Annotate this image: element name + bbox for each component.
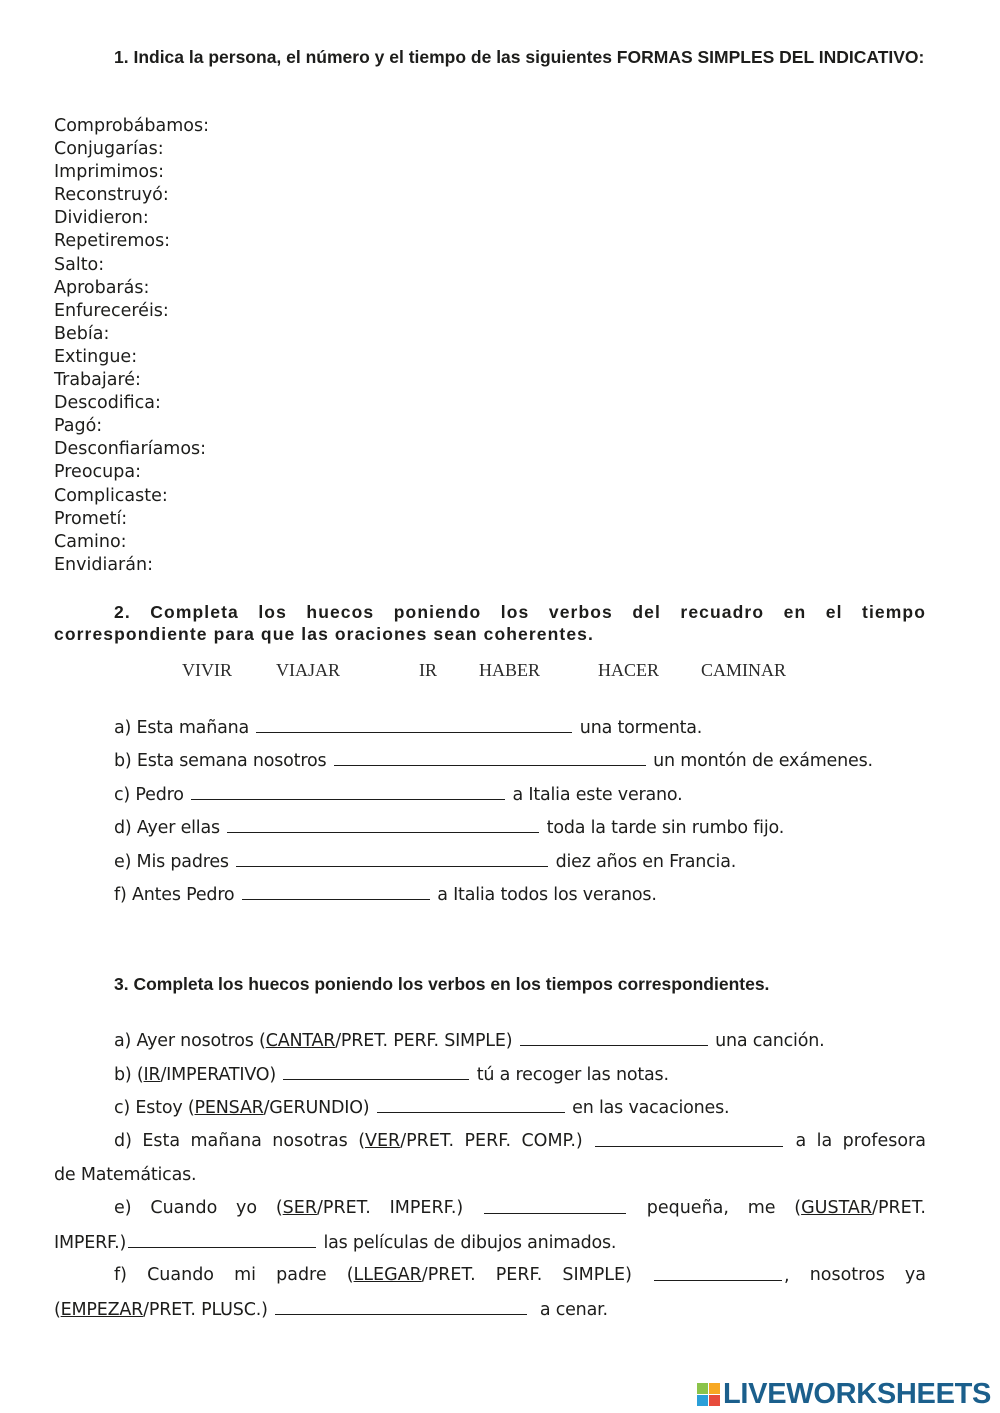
exercise-3e-line2: IMPERF.) las películas de dibujos animados. bbox=[54, 1230, 616, 1255]
verb-list bbox=[54, 115, 209, 577]
exercise-3b: b) (IR/IMPERATIVO) tú a recoger las notas. bbox=[114, 1062, 669, 1087]
exercise-3d-line2: de Matemáticas. bbox=[54, 1165, 197, 1185]
word-box-item: CAMINAR bbox=[701, 660, 787, 680]
verb-item: Aprobarás: bbox=[54, 277, 150, 298]
verb-item: Bebía: bbox=[54, 323, 110, 344]
verb-item: Envidiarán: bbox=[54, 554, 153, 575]
verb-item: Reconstruyó: bbox=[54, 185, 169, 206]
logo-text: LIVEWORKSHEETS bbox=[723, 1377, 992, 1410]
answer-blank[interactable] bbox=[654, 1263, 782, 1281]
answer-blank[interactable] bbox=[227, 815, 539, 833]
logo-square bbox=[709, 1395, 720, 1406]
sentence-e: e) Mis padres diez años en Francia. bbox=[114, 849, 736, 874]
logo-square bbox=[697, 1383, 708, 1394]
verb-item: Complicaste: bbox=[54, 485, 168, 506]
exercise-3f-line2: (EMPEZAR/PRET. PLUSC.) a cenar. bbox=[54, 1297, 608, 1322]
answer-blank[interactable] bbox=[377, 1095, 565, 1113]
exercise-3c: c) Estoy (PENSAR/GERUNDIO) en las vacaciones. bbox=[114, 1095, 729, 1120]
verb-item: Extingue: bbox=[54, 346, 138, 367]
answer-blank[interactable] bbox=[484, 1196, 626, 1214]
answer-blank[interactable] bbox=[256, 715, 572, 733]
verb-item: Prometí: bbox=[54, 508, 128, 529]
answer-blank[interactable] bbox=[236, 849, 548, 867]
word-box-item: IR bbox=[419, 660, 437, 680]
answer-blank[interactable] bbox=[595, 1129, 783, 1147]
verb-item: Imprimimos: bbox=[54, 162, 165, 183]
answer-blank[interactable] bbox=[128, 1230, 316, 1248]
liveworksheets-logo bbox=[697, 1376, 991, 1412]
verb-item: Desconfiaríamos: bbox=[54, 439, 207, 460]
verb-item: Repetiremos: bbox=[54, 231, 171, 252]
sentence-b: b) Esta semana nosotros un montón de exámenes. bbox=[114, 748, 873, 773]
word-box-item: HABER bbox=[479, 660, 541, 680]
logo-square bbox=[709, 1383, 720, 1394]
answer-blank[interactable] bbox=[275, 1297, 527, 1315]
exercise-3d-line1: d) Esta mañana nosotras (VER/PRET. PERF. COMP.) a la profesora bbox=[114, 1131, 926, 1151]
logo-mark-icon bbox=[697, 1383, 720, 1406]
answer-blank[interactable] bbox=[334, 748, 646, 766]
exercise-3f-line1: f) Cuando mi padre (LLEGAR/PRET. PERF. SIMPLE) , nosotros ya bbox=[114, 1265, 926, 1286]
verb-item: Comprobábamos: bbox=[54, 116, 210, 136]
logo-square bbox=[697, 1395, 708, 1406]
exercise-3a: a) Ayer nosotros (CANTAR/PRET. PERF. SIMPLE) una canción. bbox=[114, 1028, 824, 1053]
answer-blank[interactable] bbox=[283, 1062, 469, 1080]
verb-item: Trabajaré: bbox=[54, 370, 141, 391]
verb-item: Enfureceréis: bbox=[54, 300, 169, 321]
section-2-title: 2. Completa los huecos poniendo los verbos del recuadro en el tiempo correspondiente para que las oraciones sean coherentes. bbox=[54, 602, 926, 644]
verb-item: Camino: bbox=[54, 531, 127, 552]
answer-blank[interactable] bbox=[242, 882, 430, 900]
verb-item: Descodifica: bbox=[54, 393, 161, 414]
section-3-title: 3. Completa los huecos poniendo los verbos en los tiempos correspondientes. bbox=[114, 974, 770, 994]
word-box-item: HACER bbox=[598, 660, 660, 680]
section-1-title: 1. Indica la persona, el número y el tiempo de las siguientes FORMAS SIMPLES DEL INDICATIVO: bbox=[114, 47, 925, 67]
word-box-item: VIAJAR bbox=[276, 660, 341, 680]
verb-item: Conjugarías: bbox=[54, 139, 164, 160]
verb-item: Salto: bbox=[54, 254, 105, 275]
verb-item: Pagó: bbox=[54, 416, 103, 437]
verb-item: Dividieron: bbox=[54, 208, 149, 229]
verb-item: Preocupa: bbox=[54, 462, 141, 483]
answer-blank[interactable] bbox=[191, 782, 505, 800]
sentence-d: d) Ayer ellas toda la tarde sin rumbo fijo. bbox=[114, 815, 784, 840]
sentence-c: c) Pedro a Italia este verano. bbox=[114, 782, 683, 807]
sentence-a: a) Esta mañana una tormenta. bbox=[114, 715, 702, 740]
sentence-f: f) Antes Pedro a Italia todos los veranos. bbox=[114, 882, 657, 907]
exercise-3e-line1: e) Cuando yo (SER/PRET. IMPERF.) pequeña, me (GUSTAR/PRET. bbox=[114, 1198, 926, 1218]
answer-blank[interactable] bbox=[520, 1028, 708, 1046]
word-box-item: VIVIR bbox=[182, 660, 232, 680]
word-box bbox=[0, 660, 1000, 684]
